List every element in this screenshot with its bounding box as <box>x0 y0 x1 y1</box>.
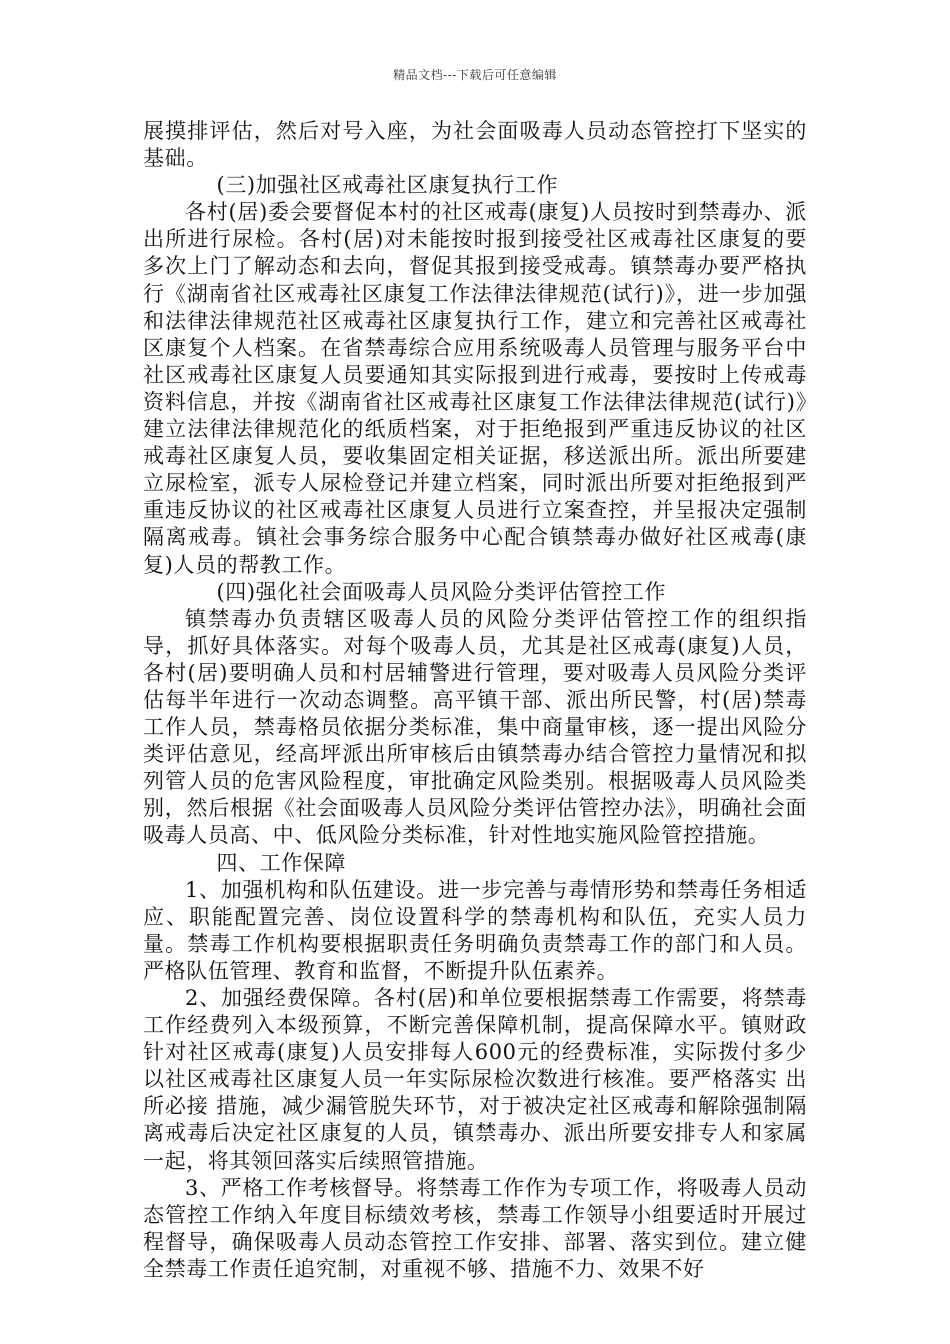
page-header: 精品文档---下载后可任意编辑 <box>393 68 557 82</box>
section-heading-four: (四)强化社会面吸毒人员风险分类评估管控工作 <box>216 579 667 604</box>
paragraph-community-rehab: 各村(居)委会要督促本村的社区戒毒(康复)人员按时到禁毒办、派出所进行尿检。各村(居)对未能按时报到接受社区戒毒社区康复的要多次上门了解动态和去向，督促其报到接受戒毒。镇禁毒办要严格执行《湖南省社区戒毒社区康复工作法律法律规范(试行)》，进一步加强和法律法律规范社区戒毒社区康复执行工作，建立和完善社区戒毒社区康复个人档案。在省禁毒综合应用系统吸毒人员管理与服务平台中社区戒毒社区康复人员要通知其实际报到进行戒毒，要按时上传戒毒资料信息，并按《湖南省社区戒毒社区康复工作法律法律规范(试行)》建立法律法律规范化的纸质档案，对于拒绝报到严重违反协议的社区戒毒社区康复人员，要收集固定相关证据，移送派出所。派出所要建立尿检室，派专人尿检登记并建立档案，同时派出所要对拒绝报到严重违反协议的社区戒毒社区康复人员进行立案查控，并呈报决定强制隔离戒毒。镇社会事务综合服务中心配合镇禁毒办做好社区戒毒(康复)人员的帮教工作。 <box>143 200 807 577</box>
paragraph-risk-assessment: 镇禁毒办负责辖区吸毒人员的风险分类评估管控工作的组织指导，抓好具体落实。对每个吸毒人员，尤其是社区戒毒(康复)人员，各村(居)要明确人员和村居辅警进行管理，要对吸毒人员风险分类评估每半年进行一次动态调整。高平镇干部、派出所民警，村(居)禁毒工作人员，禁毒格员依据分类标准，集中商量审核，逐一提出风险分类评估意见，经高坪派出所审核后由镇禁毒办结合管控力量情况和拟列管人员的危害风险程度，审批确定风险类别。根据吸毒人员风险类别，然后根据《社会面吸毒人员风险分类评估管控办法》，明确社会面吸毒人员高、中、低风险分类标准，针对性地实施风险管控措施。 <box>143 606 807 848</box>
paragraph-funding: 2、加强经费保障。各村(居)和单位要根据禁毒工作需要，将禁毒工作经费列入本级预算，不断完善保障机制，提高保障水平。镇财政针对社区戒毒(康复)人员安排每人600元的经费标准，实际拨付多少以社区戒毒社区康复人员一年实际尿检次数进行核准。要严格落实 出所必接 措施，减少漏管脱失环节，对于被决定社区戒毒和解除强制隔离戒毒后决定社区康复的人员，镇禁毒办、派出所要安排专人和家属一起，将其领回落实后续照管措施。 <box>143 986 807 1173</box>
paragraph-continuation: 展摸排评估，然后对号入座，为社会面吸毒人员动态管控打下坚实的基础。 <box>143 119 807 171</box>
paragraph-organization: 1、加强机构和队伍建设。进一步完善与毒情形势和禁毒任务相适应、职能配置完善、岗位设置科学的禁毒机构和队伍，充实人员力量。禁毒工作机构要根据职责任务明确负责禁毒工作的部门和人员。严格队伍管理、教育和监督，不断提升队伍素养。 <box>143 877 807 983</box>
document-body <box>143 118 807 1283</box>
section-heading-three: (三)加强社区戒毒社区康复执行工作 <box>216 173 559 198</box>
paragraph-assessment-supervision: 3、严格工作考核督导。将禁毒工作作为专项工作，将吸毒人员动态管控工作纳入年度目标绩效考核，禁毒工作领导小组要适时开展过程督导，确保吸毒人员动态管控工作安排、部署、落实到位。建立健全禁毒工作责任追究制，对重视不够、措施不力、效果不好 <box>143 1175 807 1281</box>
section-heading-work-guarantee: 四、工作保障 <box>216 850 347 875</box>
